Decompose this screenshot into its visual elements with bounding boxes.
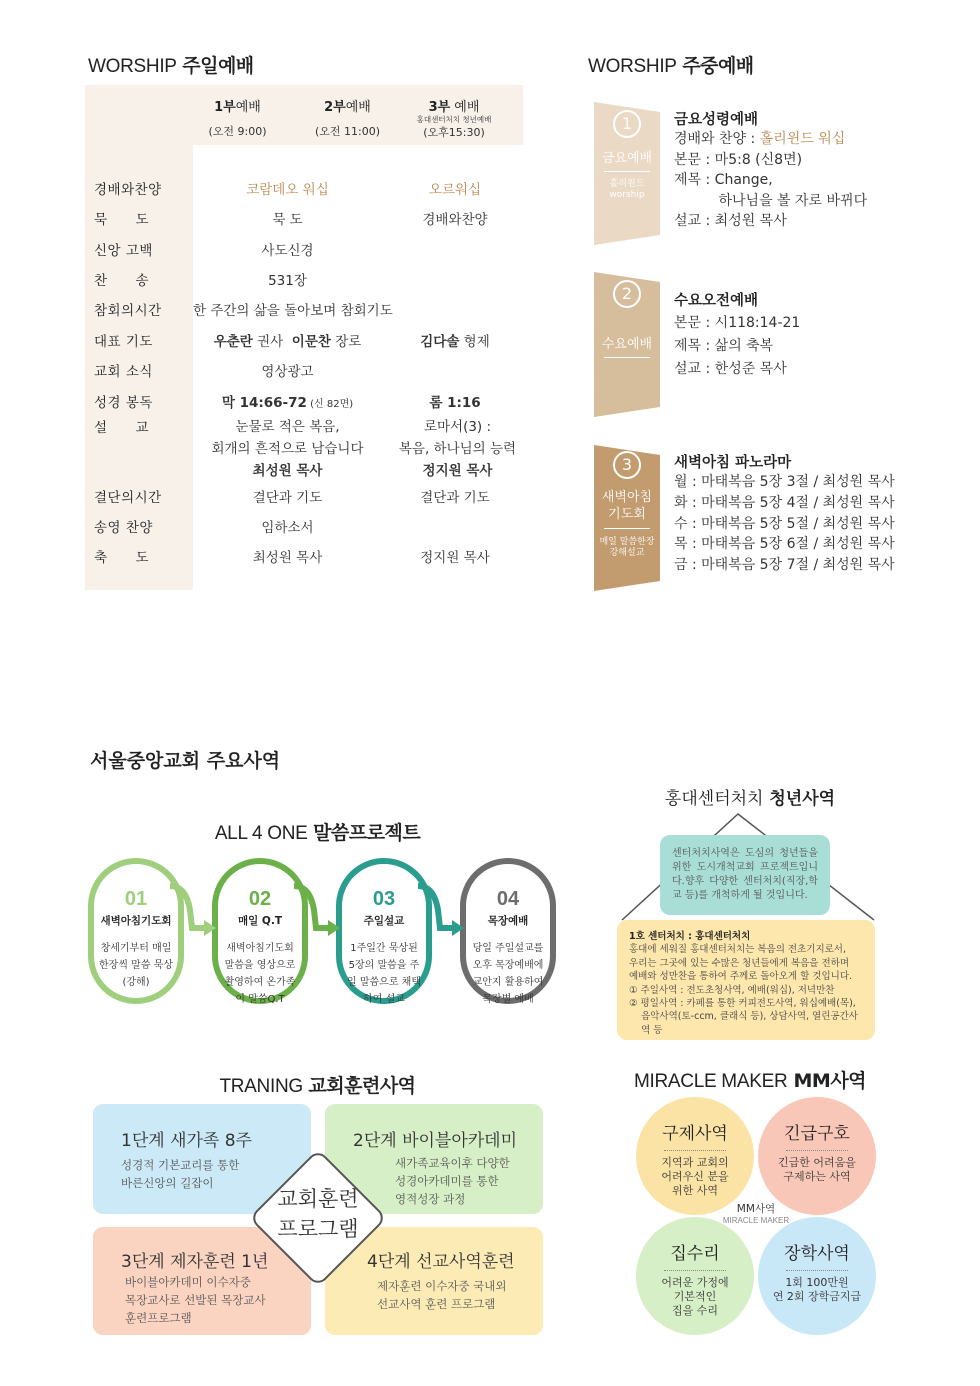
service-2-header: 2부예배 (오전 11:00) (314, 100, 381, 138)
friday-service-title: 금요성령예배 (674, 112, 759, 128)
row-cell-12: 사도신경 (261, 243, 314, 259)
word-step-4: 04 목장예배 당일 주일설교를 오후 목장예배에 교안지 활용하여 목장별 예배 (460, 858, 556, 1004)
row-cell-12: 막 14:66-72 (신 82면) (221, 395, 354, 411)
row-cell-12: 최성원 목사 (252, 550, 323, 566)
service-1-header: 1부예배 (오전 9:00) (208, 100, 267, 138)
row-cell-12: 결단과 기도 (252, 490, 323, 506)
dawn-prayer-title: 새벽아침 파노라마 (674, 455, 792, 471)
arrow-connector-icon (170, 880, 230, 950)
training-step-1: 1단계 새가족 8주 성경적 기본교리를 통한 바른신앙의 길잡이 (93, 1104, 311, 1214)
row-cell-3: 경배와찬양 (422, 212, 488, 228)
row-label: 송영 찬양 (94, 520, 153, 536)
service-3-header: 3부 예배 홍대센터처치 청년예배 (오후15:30) (416, 100, 492, 139)
friday-service-details: 경배와 찬양 : 홀리윈드 워십 본문 : 마5:8 (신8면) 제목 : Change, 하나님을 볼 자로 바뀌다 설교 : 최성원 목사 (674, 131, 868, 229)
all4one-title: ALL 4 ONE 말씀프로젝트 (214, 822, 421, 844)
row-cell-3: 오르워십 (428, 182, 482, 198)
row-cell-12: 영상광고 (261, 364, 314, 380)
row-label: 참회의시간 (94, 303, 162, 319)
row-cell-12: 임하소서 (261, 520, 314, 536)
row-cell-3: 김다솔 형제 (420, 334, 490, 350)
word-step-2: 02 매일 Q.T 새벽아침기도회 말씀을 영상으로 촬영하여 온가족 이 말씀Q.T (212, 858, 308, 1004)
mm-center-label: MM사역 MIRACLE MAKER (722, 1203, 790, 1225)
row-label: 설 교 (94, 420, 150, 436)
row-cell-12: 한 주간의 삶을 돌아보며 참회기도 (193, 303, 393, 319)
row-label: 경배와찬양 (94, 182, 162, 198)
hongdae-title: 홍대센터처치 청년사역 (664, 789, 836, 809)
weekday-worship-title: WORSHIP 주중예배 (588, 55, 754, 77)
training-step-4: 4단계 선교사역훈련 제자훈련 이수자중 국내외 선교사역 훈련 프로그램 (325, 1227, 543, 1335)
row-cell-12: 묵 도 (272, 212, 303, 228)
row-label: 대표 기도 (94, 334, 153, 350)
mm-emergency: 긴급구호 긴급한 어려움을 구제하는 사역 (758, 1097, 876, 1215)
hongdae-details: 1호 센터처치 : 홍대센터처치 홍대에 세워질 홍대센터처치는 복음의 전초기지로서, 우리는 그곳에 있는 수많은 청년들에게 복음을 전하며 예배와 성만찬을 통하여 주께로 돌아오게 할 것입니다. ① 주일사역 : 전도초청사역, 예배(워십), 저녁만찬 ② 평일사역 : 카페를 통한 커피전도사역, 워십예배(목), 음악사역(토-ccm, 클래식 등), 상담사역, 열린공간사 역 등 (617, 920, 875, 1040)
row-label: 신앙 고백 (94, 243, 153, 259)
mm-relief: 구제사역 지역과 교회의 어려우신 분을 위한 사역 (636, 1097, 754, 1215)
row-label: 결단의시간 (94, 490, 162, 506)
training-center-label: 교회훈련 프로그램 (277, 1187, 359, 1241)
dawn-prayer-details: 월 : 마태복음 5장 3절 / 최성원 목사 화 : 마태복음 5장 4절 / 최성원 목사 수 : 마태복음 5장 5절 / 최성원 목사 목 : 마태복음 5장 6절 / 최성원 목사 금 : 마태복음 5장 7절 / 최성원 목사 (674, 474, 895, 574)
arrow-connector-icon (418, 880, 478, 950)
row-label: 묵 도 (94, 212, 150, 228)
row-label: 축 도 (94, 550, 150, 566)
hongdae-intro: 센터처치사역은 도심의 청년들을 위한 도시개척교회 프로젝트입니다.향후 다양한 센터처치(직장,학교 등)를 개척하게 될 것입니다. (660, 835, 830, 915)
row-cell-3: 결단과 기도 (420, 490, 490, 506)
word-step-3: 03 주일설교 1주일간 묵상된 5장의 말씀을 주 일 말씀으로 채택 하여 설교 (336, 858, 432, 1004)
row-label: 교회 소식 (94, 364, 153, 380)
wednesday-service-details: 본문 : 시118:14-21 제목 : 삶의 축복 설교 : 한성준 목사 (674, 315, 801, 377)
row-cell-12: 우춘란 권사 이문찬 장로 (213, 334, 362, 350)
mm-house-repair: 집수리 어려운 가정에 기본적인 집을 수리 (636, 1217, 754, 1335)
wednesday-service-flag: 2 수요예배 (594, 272, 660, 417)
row-label: 성경 봉독 (94, 395, 153, 411)
ministry-title: 서울중앙교회 주요사역 (90, 750, 281, 772)
row-cell-3: 로마서(3) : 복음, 하나님의 능력 정지원 목사 (398, 419, 517, 479)
training-step-3: 3단계 제자훈련 1년 바이블아카데미 이수자중 목장교사로 선발된 목장교사 훈련프로그램 (93, 1227, 311, 1335)
training-title: TRANING 교회훈련사역 (219, 1075, 416, 1097)
arrow-connector-icon (294, 880, 354, 950)
training-step-2: 2단계 바이블아카데미 새가족교육이후 다양한 성경아카데미를 통한 영적성장 과정 (325, 1104, 543, 1214)
friday-service-flag: 1 금요예배 홀리윈드 worship (594, 102, 660, 245)
row-cell-12: 눈물로 적은 복음, 회개의 흔적으로 남습니다 최성원 목사 (211, 419, 364, 479)
row-cell-12: 531장 (268, 273, 307, 289)
mm-scholarship: 장학사역 1회 100만원 연 2회 장학금지급 (758, 1217, 876, 1335)
row-label: 찬 송 (94, 273, 150, 289)
sunday-worship-title: WORSHIP 주일예배 (88, 55, 254, 77)
row-cell-3: 정지원 목사 (420, 550, 490, 566)
wednesday-service-title: 수요오전예배 (674, 293, 759, 309)
row-cell-12: 코람데오 워십 (246, 182, 329, 198)
dawn-prayer-flag: 3 새벽아침 기도회 매일 말씀한장 강해설교 (594, 445, 660, 591)
mm-title: MIRACLE MAKER MM사역 (633, 1070, 867, 1092)
word-step-1: 01 새벽아침기도회 창세기부터 매일 한장씩 말씀 묵상 (강해) (88, 858, 184, 1004)
row-cell-3: 롬 1:16 (429, 395, 481, 411)
